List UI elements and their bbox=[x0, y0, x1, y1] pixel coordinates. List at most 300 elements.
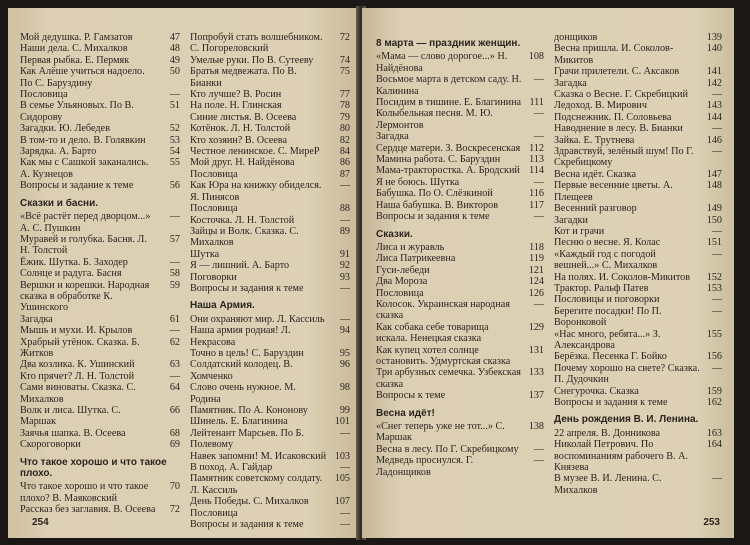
toc-entry-page: — bbox=[533, 74, 544, 86]
toc-entry-page: 70 bbox=[169, 481, 180, 493]
toc-entry bbox=[376, 74, 544, 97]
toc-entry-title: Попробуй стать волшебником. С. Погореловский bbox=[190, 32, 323, 55]
toc-entry-page: — bbox=[339, 427, 350, 439]
toc-entry bbox=[376, 367, 544, 390]
toc-entry bbox=[554, 180, 722, 203]
toc-entry bbox=[20, 257, 180, 268]
toc-entry bbox=[190, 272, 350, 283]
toc-entry-page: 47 bbox=[169, 32, 180, 43]
toc-entry-page: 51 bbox=[169, 100, 180, 112]
toc-entry-page: 59 bbox=[169, 279, 180, 291]
toc-entry-page: 124 bbox=[528, 276, 544, 288]
toc-entry-title: Памятник. По А. Кононову bbox=[190, 405, 308, 416]
toc-entry-title: Наша бабушка. В. Викторов bbox=[376, 199, 499, 211]
toc-entry-page: — bbox=[711, 473, 722, 485]
toc-entry-title: Грачи прилетели. С. Аксаков bbox=[554, 66, 680, 78]
toc-entry-page: — bbox=[533, 131, 544, 143]
toc-entry bbox=[190, 146, 350, 157]
toc-entry bbox=[376, 288, 544, 299]
toc-entry-title: 22 апреля. В. Донникова bbox=[554, 427, 661, 439]
toc-entry-title: Вопросы и задания к теме bbox=[376, 211, 490, 223]
toc-entry-title: Пословица bbox=[190, 507, 238, 519]
toc-entry-title: Первые весенние цветы. А. Плещеев bbox=[554, 180, 673, 203]
toc-entry-title: Муравей и голубка. Басня. Л. Н. Толстой bbox=[20, 233, 147, 257]
toc-entry bbox=[190, 226, 350, 249]
toc-entry-page: — bbox=[711, 362, 722, 374]
toc-entry bbox=[376, 143, 544, 154]
section-heading: Наша Армия. bbox=[190, 300, 255, 312]
toc-entry-title: Лиса и журавль bbox=[376, 241, 445, 253]
toc-entry-page: 131 bbox=[528, 344, 544, 356]
toc-entry bbox=[20, 371, 180, 382]
toc-entry-title: Шутка bbox=[190, 248, 220, 260]
toc-entry-page: 164 bbox=[706, 439, 722, 451]
toc-entry bbox=[190, 359, 350, 382]
toc-entry-page: 141 bbox=[706, 66, 722, 78]
toc-entry-title: Наша армия родная! Л. Некрасова bbox=[190, 325, 291, 348]
toc-entry bbox=[20, 32, 180, 43]
toc-entry-title: Котёнок. Л. Н. Толстой bbox=[190, 123, 291, 135]
toc-entry bbox=[190, 55, 350, 66]
toc-entry-title: Подснежник. П. Соловьева bbox=[554, 111, 672, 123]
toc-entry-title: Весна в лесу. По Г. Скребицкому bbox=[376, 443, 519, 455]
toc-entry-page: 144 bbox=[706, 111, 722, 123]
toc-entry-title: донщиков bbox=[554, 32, 598, 43]
toc-entry-title: Загадка bbox=[20, 313, 53, 325]
toc-entry-title: Три арбузных семечка. Узбекская сказка bbox=[376, 367, 521, 390]
toc-entry-title: Шинель. Е. Благинина bbox=[190, 416, 288, 428]
toc-entry bbox=[554, 283, 722, 294]
toc-entry-page: 126 bbox=[528, 287, 544, 299]
toc-entry bbox=[190, 314, 350, 325]
toc-entry-title: Зайцы и Волк. Сказка. С. Михалков bbox=[190, 225, 299, 249]
toc-entry-page: 84 bbox=[339, 146, 350, 158]
toc-entry bbox=[554, 294, 722, 305]
toc-entry-page: 159 bbox=[706, 385, 722, 397]
toc-entry bbox=[190, 428, 350, 451]
toc-entry-page: — bbox=[339, 180, 350, 192]
toc-entry-title: Сами виноваты. Сказка. С. Михалков bbox=[20, 382, 136, 405]
toc-entry-page: 133 bbox=[528, 367, 544, 379]
toc-entry-title: Гуси-лебеди bbox=[376, 264, 430, 276]
toc-entry bbox=[554, 78, 722, 89]
toc-entry bbox=[376, 299, 544, 322]
toc-entry-page: — bbox=[711, 123, 722, 135]
toc-entry bbox=[20, 146, 180, 157]
toc-entry-page: — bbox=[169, 211, 180, 223]
toc-entry bbox=[554, 32, 722, 43]
toc-entry bbox=[554, 397, 722, 408]
toc-entry-page: — bbox=[339, 519, 350, 531]
toc-entry bbox=[20, 428, 180, 439]
toc-entry bbox=[376, 322, 544, 345]
toc-entry-title: Колыбельная песня. М. Ю. Лермонтов bbox=[376, 108, 493, 131]
toc-entry-title: Храбрый утёнок. Сказка. Б. Житков bbox=[20, 336, 140, 359]
toc-entry-page: 69 bbox=[169, 439, 180, 451]
toc-entry-title: Медведь проснулся. Г. Ладонщиков bbox=[376, 455, 474, 478]
toc-entry-page: 103 bbox=[334, 450, 350, 462]
toc-entry-title: Ёжик. Шутка. Б. Заходер bbox=[20, 256, 128, 268]
toc-entry-page: 163 bbox=[706, 427, 722, 439]
toc-entry bbox=[190, 157, 350, 168]
toc-entry-title: Я — лишний. А. Барто bbox=[190, 260, 290, 272]
toc-entry-title: Мамина работа. С. Баруздин bbox=[376, 154, 501, 166]
toc-entry bbox=[190, 416, 350, 427]
toc-entry bbox=[20, 234, 180, 257]
toc-entry bbox=[376, 242, 544, 253]
toc-entry-page: 53 bbox=[169, 134, 180, 146]
toc-entry-page: 54 bbox=[169, 146, 180, 158]
toc-entry-title: Здравствуй, зелёный шум! По Г. Скребицкому bbox=[554, 146, 694, 169]
toc-entry-title: Кто хозяин? В. Осеева bbox=[190, 134, 287, 146]
toc-entry bbox=[554, 237, 722, 248]
toc-entry-title: Они охраняют мир. Л. Кассиль bbox=[190, 313, 325, 325]
toc-entry-title: Как купец хотел солнце остановить. Удмуртская сказка bbox=[376, 344, 511, 367]
toc-entry-page: 107 bbox=[334, 496, 350, 508]
toc-entry-title: Косточка. Л. Н. Толстой bbox=[190, 214, 295, 226]
toc-entry-title: Бабушка. По О. Слёзкиной bbox=[376, 188, 493, 200]
toc-entry-title: Зарядка. А. Барто bbox=[20, 146, 97, 158]
toc-entry bbox=[20, 382, 180, 405]
toc-entry-page: 98 bbox=[339, 382, 350, 394]
toc-entry bbox=[190, 382, 350, 405]
toc-entry-page: 94 bbox=[339, 325, 350, 337]
toc-entry-title: Точно в цель! С. Баруздин bbox=[190, 347, 304, 359]
toc-entry-page: 143 bbox=[706, 100, 722, 112]
toc-entry bbox=[190, 66, 350, 89]
toc-entry-title: Снегурочка. Сказка bbox=[554, 385, 639, 397]
toc-entry-title: Кто лучше? В. Росин bbox=[190, 89, 282, 101]
toc-entry bbox=[190, 519, 350, 530]
toc-entry bbox=[190, 32, 350, 55]
toc-entry bbox=[376, 97, 544, 108]
toc-entry-title: Мышь и мухи. И. Крылов bbox=[20, 325, 133, 337]
toc-entry bbox=[20, 359, 180, 370]
toc-entry bbox=[190, 100, 350, 111]
toc-entry bbox=[190, 462, 350, 473]
toc-entry-title: Пословица bbox=[190, 168, 238, 180]
toc-entry-title: Как Алёше учиться надоело. По С. Баруздину bbox=[20, 66, 145, 89]
toc-entry bbox=[554, 329, 722, 352]
toc-entry-title: Лейтенант Марсьев. По Б. Полевому bbox=[190, 427, 304, 451]
toc-entry-page: 129 bbox=[528, 321, 544, 333]
toc-entry-title: «Нас много, ребята...» З. Александрова bbox=[554, 328, 661, 351]
toc-entry bbox=[20, 325, 180, 336]
toc-entry-page: 152 bbox=[706, 271, 722, 283]
toc-entry bbox=[376, 265, 544, 276]
toc-entry-page: 147 bbox=[706, 168, 722, 180]
toc-entry-title: В музее В. И. Ленина. С. Михалков bbox=[554, 473, 662, 496]
toc-entry bbox=[554, 386, 722, 397]
toc-entry-page: 57 bbox=[169, 233, 180, 245]
toc-entry-page: — bbox=[339, 313, 350, 325]
toc-entry bbox=[554, 215, 722, 226]
toc-entry bbox=[190, 348, 350, 359]
toc-entry bbox=[20, 89, 180, 100]
toc-entry-title: Почему хорошо на свете? Сказка. П. Дудочкин bbox=[554, 362, 700, 386]
toc-entry-title: На полях. И. Соколов-Микитов bbox=[554, 271, 691, 283]
toc-entry-title: Загадки. Ю. Лебедев bbox=[20, 123, 110, 135]
toc-entry-page: — bbox=[711, 248, 722, 260]
toc-entry bbox=[554, 135, 722, 146]
toc-entry bbox=[190, 215, 350, 226]
toc-entry-title: Поговорки bbox=[190, 271, 237, 283]
toc-entry-page: 77 bbox=[339, 89, 350, 101]
right-column-1 bbox=[376, 32, 544, 478]
toc-entry-title: Вершки и корешки. Народная сказка в обработке К. Ушинского bbox=[20, 279, 150, 314]
toc-entry-page: 121 bbox=[528, 264, 544, 276]
toc-entry bbox=[376, 390, 544, 401]
toc-entry-page: — bbox=[533, 455, 544, 467]
section-heading: Сказки и басни. bbox=[20, 197, 99, 209]
toc-entry bbox=[554, 100, 722, 111]
toc-entry bbox=[376, 108, 544, 131]
toc-entry bbox=[190, 451, 350, 462]
toc-entry-title: Зайка. Е. Трутнева bbox=[554, 134, 635, 146]
toc-entry-title: Навек запомни! М. Исаковский bbox=[190, 450, 327, 462]
toc-entry-page: 137 bbox=[528, 390, 544, 402]
toc-entry-title: Кто прячет? Л. Н. Толстой bbox=[20, 370, 135, 382]
toc-entry-title: На поле. Н. Глинская bbox=[190, 100, 282, 112]
toc-entry-title: Наши дела. С. Михалков bbox=[20, 43, 128, 55]
toc-entry-title: Как мы с Сашкой заканались. А. Кузнецов bbox=[20, 157, 149, 180]
toc-entry-title: Как Юра на книжку обиделся. Я. Пинясов bbox=[190, 180, 322, 203]
toc-entry-page: 113 bbox=[529, 154, 544, 166]
toc-entry-title: Пословица bbox=[190, 203, 238, 215]
toc-entry-title: Песню о весне. Я. Колас bbox=[554, 237, 661, 249]
toc-entry bbox=[20, 504, 180, 515]
toc-entry-page: 140 bbox=[706, 43, 722, 55]
toc-entry-title: Посидим в тишине. Е. Благинина bbox=[376, 97, 522, 109]
toc-entry bbox=[376, 345, 544, 368]
toc-entry-page: — bbox=[711, 305, 722, 317]
toc-entry-page: 112 bbox=[529, 142, 544, 154]
left-column-1 bbox=[20, 32, 180, 516]
toc-entry bbox=[190, 325, 350, 348]
toc-entry-page: 72 bbox=[169, 504, 180, 516]
toc-entry-page: — bbox=[339, 462, 350, 474]
toc-entry-page: 93 bbox=[339, 271, 350, 283]
toc-entry-title: День Победы. С. Михалков bbox=[190, 496, 309, 508]
right-page-number: 253 bbox=[703, 517, 720, 528]
toc-entry-page: — bbox=[533, 108, 544, 120]
toc-entry bbox=[190, 473, 350, 496]
toc-entry bbox=[376, 165, 544, 176]
toc-entry-title: Ледоход. В. Мирович bbox=[554, 100, 648, 112]
toc-entry bbox=[554, 272, 722, 283]
toc-entry-page: 72 bbox=[339, 32, 350, 43]
toc-entry-page: 155 bbox=[706, 328, 722, 340]
toc-entry-page: 151 bbox=[706, 237, 722, 249]
toc-entry-title: Братья медвежата. По В. Бианки bbox=[190, 66, 297, 89]
toc-entry-title: Сказка о Весне. Г. Скребицкий bbox=[554, 89, 688, 101]
toc-entry-page: 96 bbox=[339, 359, 350, 371]
toc-entry bbox=[20, 337, 180, 360]
toc-entry bbox=[554, 473, 722, 496]
toc-entry bbox=[376, 200, 544, 211]
toc-entry-page: 82 bbox=[339, 134, 350, 146]
toc-entry bbox=[554, 89, 722, 100]
toc-entry bbox=[20, 268, 180, 279]
toc-entry-title: Восьмое марта в детском саду. Н. Калинина bbox=[376, 74, 522, 97]
toc-entry-page: 149 bbox=[706, 203, 722, 215]
toc-entry-title: Весна идёт. Сказка bbox=[554, 168, 637, 180]
left-column-2 bbox=[190, 32, 350, 530]
toc-entry bbox=[20, 314, 180, 325]
toc-entry bbox=[376, 154, 544, 165]
toc-entry-title: Вопросы и задания к теме bbox=[190, 519, 304, 531]
toc-entry bbox=[20, 439, 180, 450]
toc-entry-page: — bbox=[169, 370, 180, 382]
toc-entry-title: Николай Петрович. По воспоминаниям рабочего В. А. Князева bbox=[554, 439, 689, 474]
toc-entry bbox=[190, 123, 350, 134]
toc-entry bbox=[554, 439, 722, 473]
toc-entry-title: Слово очень нужное. М. Родина bbox=[190, 382, 296, 405]
toc-entry-page: 95 bbox=[339, 347, 350, 359]
section-heading: Сказки. bbox=[376, 228, 413, 240]
toc-entry bbox=[554, 112, 722, 123]
toc-entry-title: Пословицы и поговорки bbox=[554, 294, 660, 306]
toc-entry-title: Два козлика. К. Ушинский bbox=[20, 359, 135, 371]
toc-entry-page: 142 bbox=[706, 77, 722, 89]
toc-entry bbox=[376, 51, 544, 74]
toc-entry-page: 86 bbox=[339, 157, 350, 169]
toc-entry-title: Пословица bbox=[20, 89, 68, 101]
toc-entry-title: Сердце матери. З. Воскресенская bbox=[376, 142, 521, 154]
toc-entry bbox=[376, 177, 544, 188]
toc-entry-title: Загадка bbox=[376, 131, 409, 143]
toc-entry bbox=[554, 249, 722, 272]
toc-entry-page: 114 bbox=[529, 165, 544, 177]
toc-entry-title: Вопросы к теме bbox=[376, 390, 446, 402]
toc-entry-page: 80 bbox=[339, 123, 350, 135]
toc-entry bbox=[20, 280, 180, 314]
toc-entry-page: 68 bbox=[169, 427, 180, 439]
toc-entry-title: Вопросы и задания к теме bbox=[190, 282, 304, 294]
right-column-2 bbox=[554, 32, 722, 496]
toc-entry-page: 150 bbox=[706, 214, 722, 226]
toc-entry bbox=[554, 363, 722, 386]
toc-entry-page: 87 bbox=[339, 168, 350, 180]
toc-entry-page: 119 bbox=[529, 253, 544, 265]
section-heading: Весна идёт! bbox=[376, 407, 435, 419]
toc-entry bbox=[554, 66, 722, 77]
toc-entry bbox=[376, 276, 544, 287]
toc-entry bbox=[20, 100, 180, 123]
toc-entry-page: 79 bbox=[339, 111, 350, 123]
toc-entry-title: Солдатский колодец. В. Хомченко bbox=[190, 359, 293, 382]
toc-entry-page: — bbox=[533, 176, 544, 188]
toc-entry-page: — bbox=[169, 89, 180, 101]
toc-entry-title: Наводнение в лесу. В. Бианки bbox=[554, 123, 683, 135]
toc-entry bbox=[376, 188, 544, 199]
toc-entry-title: Первая рыбка. Е. Пермяк bbox=[20, 54, 130, 66]
toc-entry-page: 92 bbox=[339, 260, 350, 272]
toc-entry-page: 52 bbox=[169, 123, 180, 135]
left-page bbox=[8, 8, 360, 538]
toc-entry bbox=[190, 180, 350, 203]
toc-entry-page: — bbox=[533, 443, 544, 455]
toc-entry bbox=[190, 508, 350, 519]
toc-entry bbox=[20, 211, 180, 234]
toc-entry-page: 153 bbox=[706, 282, 722, 294]
toc-entry-title: Мой друг. Н. Найдёнова bbox=[190, 157, 295, 169]
toc-entry-title: Весна пришла. И. Соколов-Микитов bbox=[554, 43, 674, 66]
toc-entry bbox=[554, 428, 722, 439]
toc-entry bbox=[376, 444, 544, 455]
toc-entry bbox=[20, 157, 180, 180]
toc-entry bbox=[20, 123, 180, 134]
toc-entry-page: 50 bbox=[169, 66, 180, 78]
toc-entry-title: Солнце и радуга. Басня bbox=[20, 268, 122, 280]
toc-entry-page: 117 bbox=[529, 199, 544, 211]
toc-entry bbox=[190, 89, 350, 100]
toc-entry-page: — bbox=[169, 256, 180, 268]
toc-entry-title: Трактор. Ральф Патев bbox=[554, 282, 649, 294]
toc-entry bbox=[20, 135, 180, 146]
toc-entry-page: — bbox=[533, 211, 544, 223]
toc-entry-page: 139 bbox=[706, 32, 722, 43]
toc-entry bbox=[20, 180, 180, 191]
toc-entry-page: 66 bbox=[169, 405, 180, 416]
toc-entry bbox=[376, 455, 544, 478]
toc-entry bbox=[554, 306, 722, 329]
toc-entry bbox=[554, 146, 722, 169]
toc-entry-title: Как собака себе товарища искала. Ненецкая сказка bbox=[376, 321, 489, 345]
toc-entry-page: 48 bbox=[169, 43, 180, 55]
toc-entry-page: 162 bbox=[706, 397, 722, 408]
toc-entry-page: 61 bbox=[169, 313, 180, 325]
toc-entry-title: Кот и грачи bbox=[554, 225, 605, 237]
toc-entry-title: Мой дедушка. Р. Гамзатов bbox=[20, 32, 133, 43]
toc-entry-title: Вопросы и задания к теме bbox=[554, 397, 668, 408]
toc-entry bbox=[190, 135, 350, 146]
toc-entry-page: — bbox=[711, 294, 722, 306]
toc-entry bbox=[190, 496, 350, 507]
toc-entry-page: — bbox=[339, 282, 350, 294]
toc-entry-page: 75 bbox=[339, 66, 350, 78]
toc-entry-page: 148 bbox=[706, 180, 722, 192]
toc-entry bbox=[20, 405, 180, 428]
toc-entry-page: — bbox=[339, 507, 350, 519]
section-heading: День рождения В. И. Ленина. bbox=[554, 414, 699, 426]
toc-entry bbox=[376, 211, 544, 222]
right-page bbox=[362, 8, 734, 538]
toc-entry-title: Волк и лиса. Шутка. С. Маршак bbox=[20, 405, 121, 428]
toc-entry bbox=[554, 123, 722, 134]
toc-entry-title: В поход. А. Гайдар bbox=[190, 462, 273, 474]
toc-entry-title: Лиса Патрикеевна bbox=[376, 253, 456, 265]
toc-entry bbox=[554, 43, 722, 66]
toc-entry-page: 63 bbox=[169, 359, 180, 371]
toc-entry-page: 58 bbox=[169, 268, 180, 280]
toc-entry-title: Скороговорки bbox=[20, 439, 81, 451]
toc-entry-page: 74 bbox=[339, 54, 350, 66]
toc-entry-title: Загадки bbox=[554, 214, 588, 226]
toc-entry-page: 111 bbox=[529, 97, 544, 109]
toc-entry bbox=[190, 203, 350, 214]
toc-entry bbox=[554, 169, 722, 180]
toc-entry-page: 99 bbox=[339, 405, 350, 416]
toc-entry-title: В том-то и дело. В. Голявкин bbox=[20, 134, 146, 146]
toc-entry-title: «Мама — слово дорогое...» Н. Найдёнова bbox=[376, 51, 508, 74]
toc-entry-title: Умелые руки. По В. Сутееву bbox=[190, 54, 314, 66]
toc-entry-page: 101 bbox=[334, 416, 350, 428]
toc-entry-title: Что такое хорошо и что такое плохо? В. Маяковский bbox=[20, 481, 149, 504]
toc-entry-title: Честное ленинское. С. МиреР bbox=[190, 146, 320, 158]
toc-entry-page: 156 bbox=[706, 351, 722, 363]
toc-entry-page: 56 bbox=[169, 180, 180, 192]
